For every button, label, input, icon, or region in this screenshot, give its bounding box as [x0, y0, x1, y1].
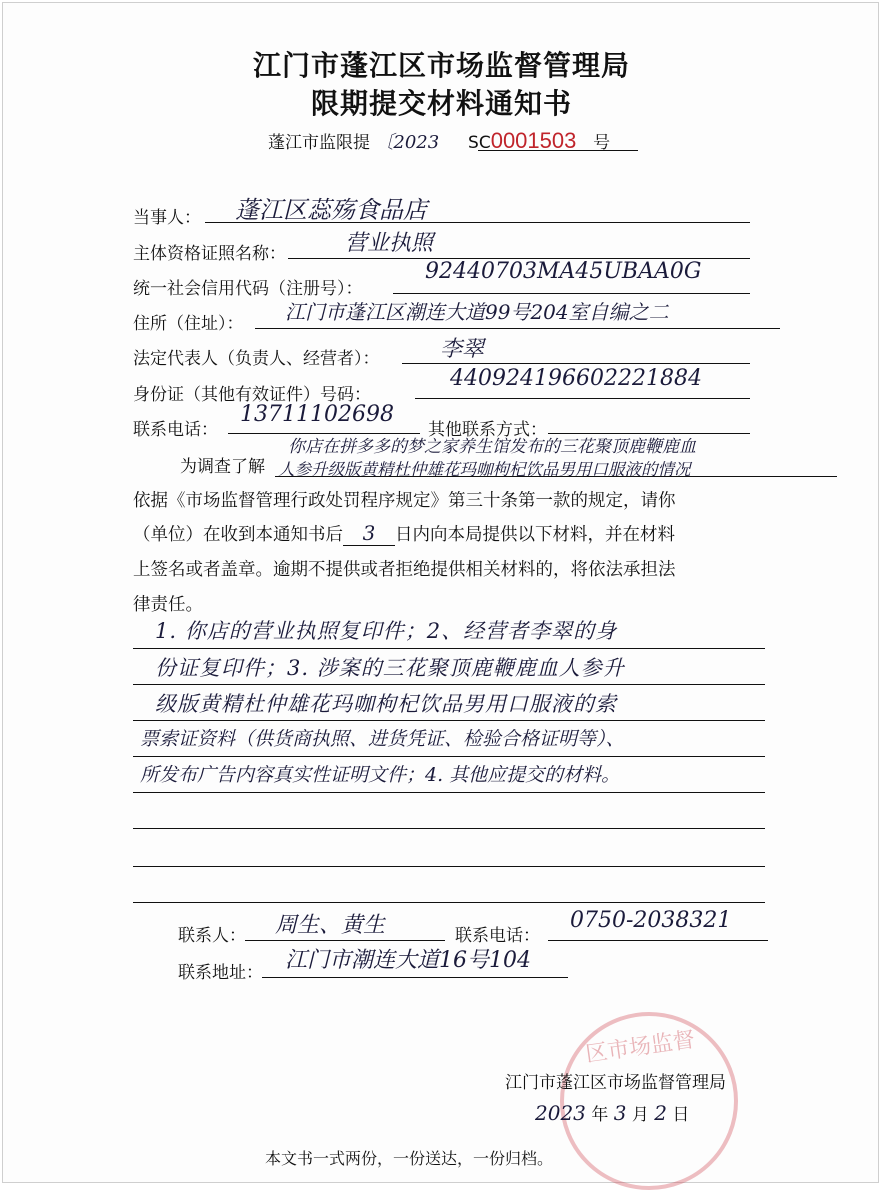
blank-underline [133, 866, 765, 867]
material-underline [133, 792, 765, 793]
party-value: 蓬江区蕊殇食品店 [235, 196, 427, 224]
days-value: 3 [343, 521, 395, 546]
contact-phone-label: 联系电话： [455, 926, 540, 946]
date-year-label: 年 [591, 1105, 609, 1125]
id-value: 440924196602221884 [450, 366, 702, 391]
contact-person-value: 周生、黄生 [275, 913, 386, 938]
document-title-line2: 限期提交材料通知书 [310, 87, 572, 120]
investigation-line1: 你店在拼多多的梦之家养生馆发布的三花聚顶鹿鞭鹿血 [288, 437, 696, 457]
material-underline [133, 756, 765, 757]
investigation-underline [275, 476, 837, 477]
address-underline [255, 328, 780, 329]
date-day: 2 [654, 1101, 667, 1125]
party-underline [205, 222, 750, 223]
material-line: 所发布广告内容真实性证明文件；4. 其他应提交的材料。 [140, 764, 621, 786]
other-contact-label: 其他联系方式： [428, 420, 547, 440]
rep-underline [402, 363, 750, 364]
material-line: 票索证资料（供货商执照、进货凭证、检验合格证明等）、 [140, 728, 625, 750]
date-day-label: 日 [672, 1105, 690, 1125]
body-line4: 律责任。 [133, 595, 203, 615]
material-underline [133, 648, 765, 649]
party-label: 当事人： [133, 208, 201, 228]
body-line1: 依据《市场监督管理行政处罚程序规定》第三十条第一款的规定，请你 [133, 491, 676, 511]
issuer-name: 江门市蓬江区市场监督管理局 [505, 1073, 726, 1093]
contact-address-underline [262, 977, 568, 978]
contact-phone-value: 0750-2038321 [570, 908, 732, 933]
license-label: 主体资格证照名称： [133, 244, 286, 264]
body-line3: 上签名或者盖章。逾期不提供或者拒绝提供相关材料的，将依法承担法 [133, 560, 676, 580]
credit-value: 92440703MA45UBAA0G [425, 259, 702, 284]
date-month: 3 [613, 1101, 627, 1125]
official-seal-text: 区市场监督 [584, 1027, 697, 1068]
body-line2-b: 日内向本局提供以下材料，并在材料 [395, 525, 675, 545]
material-line: 1. 你店的营业执照复印件；2、经营者李翠的身 [155, 619, 618, 643]
id-label: 身份证（其他有效证件）号码： [133, 385, 371, 405]
doc-year: 〔2023 [375, 132, 440, 153]
id-underline [415, 398, 750, 399]
phone-label: 联系电话： [133, 420, 218, 440]
material-underline [133, 720, 765, 721]
doc-sc: SC [468, 133, 491, 153]
rep-value: 李翠 [440, 337, 485, 362]
issue-date [535, 1100, 689, 1125]
investigation-prefix: 为调查了解 [180, 457, 265, 477]
blank-underline [133, 828, 765, 829]
contact-person-label: 联系人： [178, 926, 246, 946]
doc-prefix: 蓬江市监限提 [268, 133, 370, 153]
blank-underline [133, 902, 765, 903]
address-label: 住所（住址）： [133, 314, 244, 334]
license-value: 营业执照 [345, 231, 434, 256]
date-year: 2023 [535, 1101, 586, 1125]
contact-phone-underline [548, 940, 768, 941]
document-title-line1: 江门市蓬江区市场监督管理局 [252, 49, 630, 82]
material-line: 份证复印件；3. 涉案的三花聚顶鹿鞭鹿血人参升 [155, 656, 625, 680]
body-line2-a: （单位）在收到本通知书后 [133, 525, 343, 545]
material-line: 级版黄精杜仲雄花玛咖枸杞饮品男用口服液的索 [155, 692, 617, 716]
address-value: 江门市蓬江区潮连大道99号204室自编之二 [285, 300, 669, 324]
credit-label: 统一社会信用代码（注册号）： [133, 279, 363, 299]
credit-underline [393, 293, 750, 294]
doc-number-underline [478, 150, 638, 151]
doc-serial: 0001503 [490, 128, 577, 153]
body-line2 [133, 521, 675, 546]
rep-label: 法定代表人（负责人、经营者）： [133, 349, 380, 369]
contact-address-label: 联系地址： [178, 963, 263, 983]
doc-suffix: 号 [593, 133, 611, 153]
contact-address-value: 江门市潮连大道16号104 [285, 948, 531, 973]
copies-note: 本文书一式两份，一份送达，一份归档。 [265, 1149, 554, 1168]
investigation-line2: 人参升级版黄精杜仲雄花玛咖枸杞饮品男用口服液的情况 [278, 460, 691, 479]
material-underline [133, 684, 765, 685]
date-month-label: 月 [631, 1105, 649, 1125]
phone-value: 13711102698 [240, 402, 394, 427]
contact-person-underline [245, 940, 445, 941]
